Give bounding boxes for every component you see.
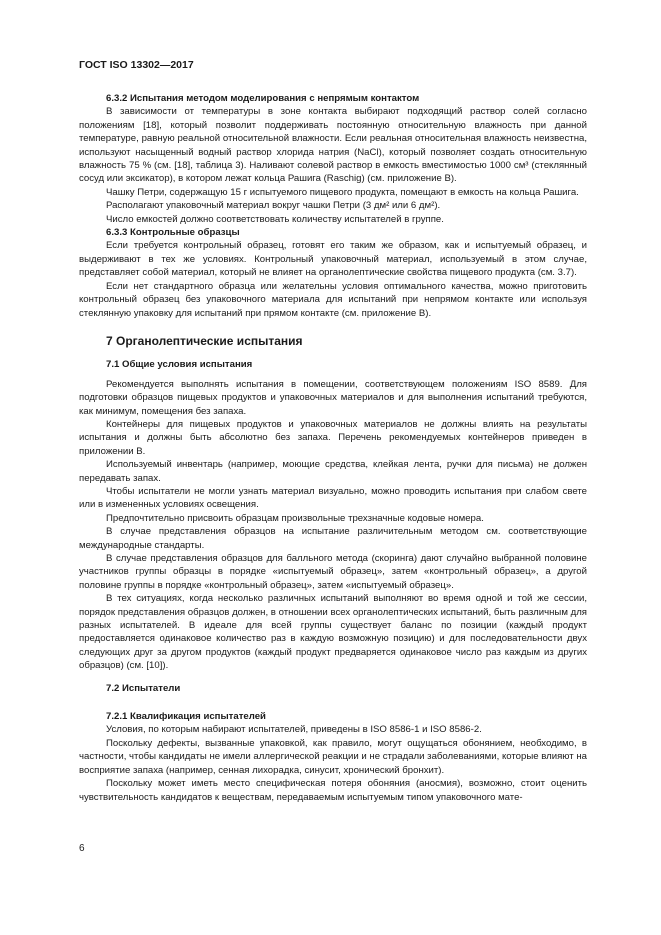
section-7-heading: 7 Органолептические испытания — [106, 333, 303, 348]
paragraph: Поскольку дефекты, вызванные упаковкой, как правило, могут ощущаться обонянием, необходимо, в частности, чтобы кандидаты не имели аллергической реакции и не страдали заболеваниями, которые влияют на восприятие запаха (например, сенная лихорадка, синусит, хронический бронхит). — [79, 737, 587, 776]
page-number: 6 — [79, 843, 85, 854]
spacer — [79, 701, 587, 710]
document-header: ГОСТ ISO 13302—2017 — [79, 59, 194, 71]
paragraph: Контейнеры для пищевых продуктов и упаковочных материалов не должны влиять на результаты испытания и должны быть абсолютно без запаха. Перечень рекомендуемых контейнеров приведен в приложении В. — [79, 418, 587, 457]
paragraph: Предпочтительно присвоить образцам произвольные трехзначные кодовые номера. — [106, 512, 484, 524]
paragraph: В случае представления образцов на испытание различительным методом см. соответствующие международные стандарты. — [79, 526, 587, 551]
paragraph: Чтобы испытатели не могли узнать материал визуально, можно проводить испытания при слабом свете или в измененных условиях освещения. — [79, 485, 587, 511]
paragraph: Условия, по которым набирают испытателей, приведены в ISO 8586-1 и ISO 8586-2. — [106, 724, 482, 736]
section-7-1-heading: 7.1 Общие условия испытания — [106, 359, 253, 371]
paragraph: В зависимости от температуры в зоне контакта выбирают подходящий раствор солей согласно положениям [18], который позволит поддерживать постоянную относительную влажность при данной температуре, равную реальной относительной влажности. Если реальная относительная влажность неизвестна, используют насыщенный водный раствор хлорида натрия (NaCl), который позволяет создать относительную влажность 75 % (см. [18], таблица 3). Наливают солевой раствор в емкость вместимостью 1000 см³ (стеклянный сосуд или эксикатор), в котором лежат кольца Рашига (Raschig) (см. приложение В). — [79, 106, 587, 185]
paragraph: Число емкостей должно соответствовать количеству испытателей в группе. — [106, 213, 444, 225]
section-6-3-3-heading: 6.3.3 Контрольные образцы — [106, 227, 240, 239]
paragraph: Если требуется контрольный образец, готовят его таким же образом, как и испытуемый образец, и выдерживают в тех же условиях. Контрольный упаковочный материал, используемый в этом случае, представляет собой материал, который не влияет на органолептические свойства пищевого продукта (см. 3.7). — [79, 240, 587, 279]
paragraph: Используемый инвентарь (например, моющие средства, клейкая лента, ручки для письма) не должен передавать запах. — [79, 459, 587, 484]
paragraph: В тех ситуациях, когда несколько различных испытаний выполняют во время одной и той же сессии, порядок представления образцов должен, в отношении всех органолептических испытаний, быть различным для разных испытателей. В идеале для всей группы существует баланс по позиции (каждый продукт предоставляется одинаковое количество раз в каждую возможную позицию) и для последовательности двух следующих друг за другом продуктов (каждый продукт предваряется одинаковое число раз каждым из других образцов) (см. [10]). — [79, 593, 587, 672]
document-body — [79, 92, 587, 804]
section-7-2-1-heading: 7.2.1 Квалификация испытателей — [106, 711, 266, 723]
paragraph: Поскольку может иметь место специфическая потеря обоняния (аносмия), возможно, стоит оценить чувствительность кандидатов к веществам, передаваемым испытуемым типом упаковочного мате- — [79, 778, 587, 803]
paragraph: Располагают упаковочный материал вокруг чашки Петри (3 дм² или 6 дм²). — [106, 200, 441, 212]
paragraph: Рекомендуется выполнять испытания в помещении, соответствующем положениям ISO 8589. Для подготовки образцов пищевых продуктов и упаковочных материалов и для выполнения испытаний требуются, как минимум, помещения без запаха. — [79, 378, 587, 417]
section-7-2-heading: 7.2 Испытатели — [106, 682, 181, 694]
paragraph: Если нет стандартного образца или желательны условия оптимального качества, можно приготовить контрольный образец без упаковочного материала для испытаний при непрямом контакте или используя стеклянную упаковку для испытаний при прямом контакте (см. приложение В). — [79, 280, 587, 319]
section-6-3-2-heading: 6.3.2 Испытания методом моделирования с непрямым контактом — [106, 93, 420, 104]
paragraph: Чашку Петри, содержащую 15 г испытуемого пищевого продукта, помещают в емкость на кольца Рашига. — [106, 186, 579, 198]
spacer — [79, 673, 587, 682]
paragraph: В случае представления образцов для балльного метода (скоринга) дают случайно выбранной половине участников группы образцы в порядке «испытуемый образец», затем «контрольный образец», а другой половине группы в порядке «контрольный образец», затем «испытуемый образец». — [79, 553, 587, 591]
